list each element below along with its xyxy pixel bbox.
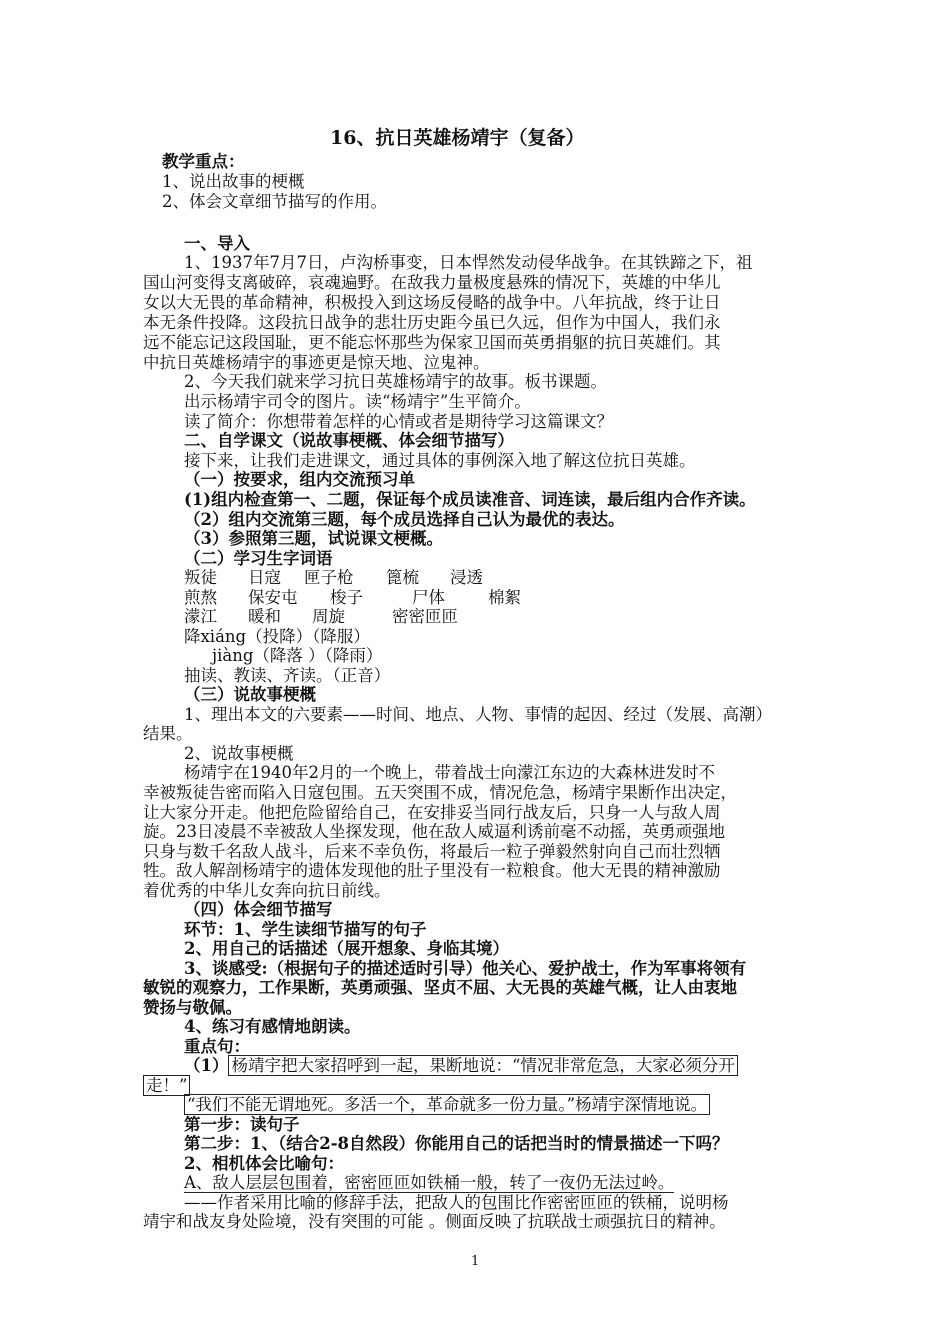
- summary-line: 2、说故事梗概: [184, 744, 294, 763]
- story-line: 旋。23日凌晨不幸被敌人坐探发现，他在敌人威逼利诱前毫不动摇，英勇顽强地: [143, 822, 725, 841]
- phase-line: 第二步：1、（结合2-8自然段）你能用自己的话把当时的情景描述一下吗？: [184, 1134, 729, 1153]
- story-line: 让大家分开走。他把危险留给自己，在安排妥当同行战友后，只身一人与敌人周: [143, 803, 721, 822]
- analysis-line: ——作者采用比喻的修辞手法，把敌人的包围比作密密匝匝的铁桶，说明杨: [184, 1193, 729, 1212]
- subsection-heading: （二）学习生字词语: [184, 549, 333, 568]
- underlined-simile: A、敌人层层包围着，密密匝匝如铁桶一般，转了一夜仍无法过岭。: [184, 1173, 675, 1192]
- vocab-row: [184, 606, 458, 627]
- vocab-row: [184, 567, 483, 588]
- story-line: 着优秀的中华儿女奔向抗日前线。: [143, 881, 391, 900]
- detail-step: 环节：1、学生读细节描写的句子: [184, 920, 427, 939]
- detail-step: 2、用自己的话描述（展开想象、身临其境）: [184, 939, 509, 958]
- detail-step: 3、谈感受:（根据句子的描述适时引导）他关心、爱护战士，作为军事将领有: [184, 959, 747, 978]
- task-item: （3）参照第三题，试说课文梗概。: [184, 529, 443, 548]
- focus-heading: 教学重点：: [162, 152, 245, 171]
- intro-paragraph-line: 1、1937年7月7日，卢沟桥事变，日本悍然发动侵华战争。在其铁蹄之下，祖: [184, 253, 753, 272]
- intro-paragraph-line: 女以大无畏的革命精神，积极投入到这场反侵略的战争中。八年抗战，终于让日: [143, 293, 721, 312]
- intro-line: 出示杨靖宇司令的图片。读“杨靖宇”生平简介。: [184, 392, 531, 411]
- vocab-word: 篦梳: [386, 568, 419, 587]
- simile-sentence: [184, 1172, 674, 1193]
- story-line: 牲。敌人解剖杨靖宇的遗体发现他的肚子里没有一粒粮食。他大无畏的精神激励: [143, 861, 721, 880]
- summary-line: 结果。: [143, 724, 193, 743]
- subsection-heading: （三）说故事梗概: [184, 685, 316, 704]
- vocab-word: 煎熬: [184, 588, 217, 607]
- vocab-word: 暖和: [248, 607, 281, 626]
- summary-line: 1、理出本文的六要素——时间、地点、人物、事情的起因、经过（发展、高潮）: [184, 705, 772, 724]
- page-number: 1: [471, 1254, 480, 1269]
- key-sentence-1-cont: [143, 1075, 190, 1096]
- detail-step: 赞扬与敬佩。: [143, 998, 242, 1017]
- subsection-heading: （四）体会细节描写: [184, 900, 333, 919]
- detail-step: 敏锐的观察力，工作果断，英勇顽强、坚贞不屈、大无畏的英雄气概，让人由衷地: [143, 978, 737, 997]
- phase-line: 2、相机体会比喻句：: [184, 1154, 344, 1173]
- vocab-word: 保安屯: [248, 588, 298, 607]
- intro-line: 读了简介：你想带着怎样的心情或者是期待学习这篇课文？: [184, 412, 613, 431]
- vocab-word: 周旋: [312, 607, 345, 626]
- focus-item: 1、说出故事的梗概: [162, 172, 305, 191]
- intro-line: 2、今天我们就来学习抗日英雄杨靖宇的故事。板书课题。: [184, 372, 607, 391]
- subsection-heading: （一）按要求，组内交流预习单: [184, 470, 415, 489]
- page-title: 16、抗日英雄杨靖宇（复备）: [330, 127, 585, 149]
- story-line: 只身与数千名敌人战斗，后来不幸负伤，将最后一粒子弹毅然射向自己而壮烈牺: [143, 842, 721, 861]
- key-sentences-heading: 重点句：: [184, 1037, 250, 1056]
- reading-line: 抽读、教读、齐读。（正音）: [184, 666, 391, 685]
- analysis-line: 靖宇和战友身处险境，没有突围的可能 。侧面反映了抗联战士顽强抗日的精神。: [143, 1212, 726, 1231]
- vocab-word: 棉絮: [488, 588, 521, 607]
- intro-paragraph-line: 国山河变得支离破碎，哀魂遍野。在敌我力量极度悬殊的情况下，英雄的中华儿: [143, 273, 721, 292]
- vocab-word: 梭子: [330, 588, 363, 607]
- vocab-row: [184, 587, 521, 608]
- vocab-word: 日寇: [248, 568, 281, 587]
- boxed-sentence: 走！”: [143, 1075, 190, 1096]
- vocab-word: 叛徒: [184, 568, 217, 587]
- boxed-sentence: 杨靖宇把大家招呼到一起，果断地说：“情况非常危急，大家必须分开: [228, 1055, 737, 1076]
- vocab-word: 密密匝匝: [392, 607, 458, 626]
- intro-paragraph-line: 本无条件投降。这段抗日战争的悲壮历史距今虽已久远，但作为中国人，我们永: [143, 313, 721, 332]
- intro-paragraph-line: 远不能忘记这段国耻，更不能忘怀那些为保家卫国而英勇捐躯的抗日英雄们。其: [143, 333, 721, 352]
- task-item: （2）组内交流第三题，每个成员选择自己认为最优的表达。: [184, 510, 625, 529]
- key-sentence-2: [184, 1094, 710, 1115]
- self-study-heading: 二、自学课文（说故事梗概、体会细节描写）: [184, 431, 514, 450]
- task-item: (1)组内检查第一、二题，保证每个成员读准音、词连读，最后组内合作齐读。: [184, 490, 756, 509]
- intro-heading: 一、导入: [184, 234, 250, 253]
- detail-step: 4、练习有感情地朗读。: [184, 1017, 361, 1036]
- vocab-word: 濛江: [184, 607, 217, 626]
- pronunciation-line: jiàng（降落 ）（降雨）: [212, 646, 383, 665]
- story-line: 杨靖宇在1940年2月的一个晚上，带着战士向濛江东边的大森林进发时不: [184, 763, 715, 782]
- boxed-sentence: “我们不能无谓地死。多活一个，革命就多一份力量。”杨靖宇深情地说。: [184, 1094, 710, 1115]
- key-sentence-1: [184, 1055, 738, 1076]
- pronunciation-line: 降xiáng（投降）（降服）: [184, 627, 370, 646]
- vocab-word: 尸体: [412, 588, 445, 607]
- vocab-word: 匣子枪: [304, 568, 354, 587]
- vocab-word: 浸透: [450, 568, 483, 587]
- self-study-lead: 接下来，让我们走进课文，通过具体的事例深入地了解这位抗日英雄。: [184, 451, 696, 470]
- story-line: 幸被叛徒告密而陷入日寇包围。五天突围不成，情况危急，杨靖宇果断作出决定，: [143, 783, 737, 802]
- key-sentence-number: （1）: [184, 1056, 229, 1075]
- focus-item: 2、体会文章细节描写的作用。: [162, 192, 387, 211]
- phase-line: 第一步：读句子: [184, 1115, 300, 1134]
- intro-paragraph-line: 中抗日英雄杨靖宇的事迹更是惊天地、泣鬼神。: [143, 353, 490, 372]
